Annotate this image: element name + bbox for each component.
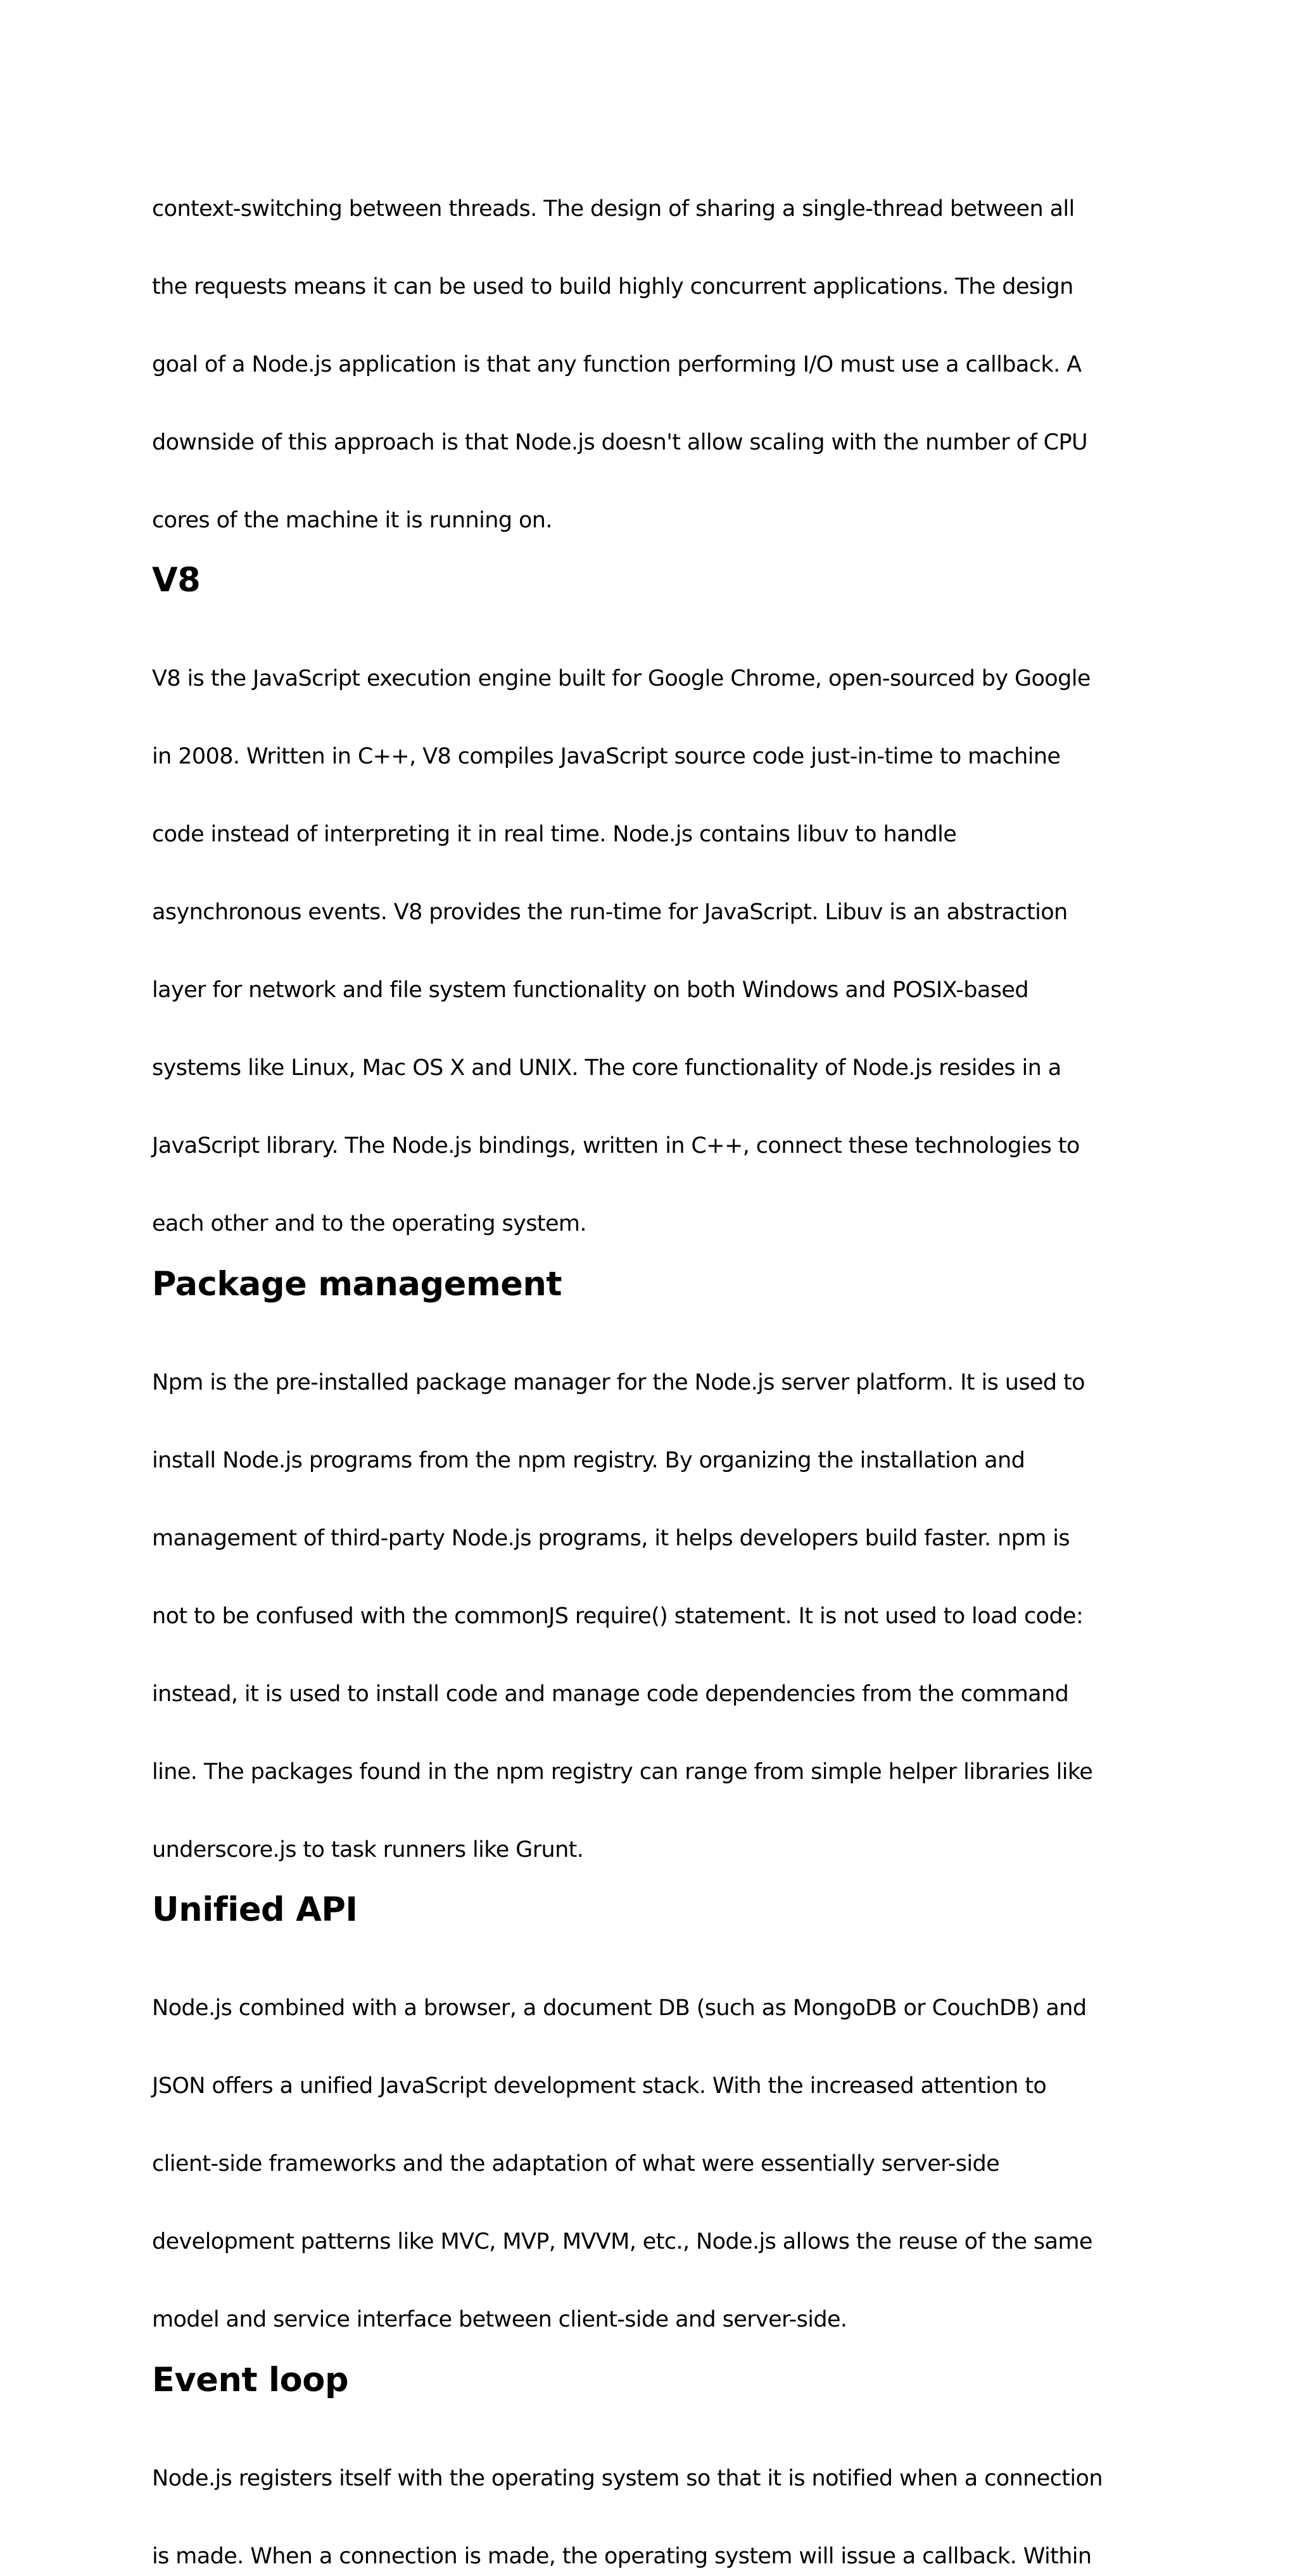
- text-line: context-switching between threads. The design of sharing a single-thread between all: [152, 196, 1075, 222]
- text-line: client-side frameworks and the adaptation of what were essentially server-side: [152, 2151, 1000, 2177]
- paragraph-package-management: [152, 1324, 1165, 1869]
- heading-unified-api: Unified API: [152, 1890, 358, 1929]
- text-line: is made. When a connection is made, the operating system will issue a callback. Within: [152, 2543, 1092, 2569]
- text-line: code instead of interpreting it in real time. Node.js contains libuv to handle: [152, 822, 957, 847]
- text-line: cores of the machine it is running on.: [152, 507, 552, 533]
- text-line: downside of this approach is that Node.js doesn't allow scaling with the number of CPU: [152, 429, 1087, 455]
- text-line: the requests means it can be used to build highly concurrent applications. The design: [152, 273, 1073, 299]
- document-page: [152, 151, 1165, 2576]
- text-line: asynchronous events. V8 provides the run-time for JavaScript. Libuv is an abstraction: [152, 900, 1068, 925]
- text-line: layer for network and file system functionality on both Windows and POSIX-based: [152, 977, 1028, 1003]
- text-line: instead, it is used to install code and manage code dependencies from the command: [152, 1681, 1069, 1707]
- text-line: V8 is the JavaScript execution engine built for Google Chrome, open-sourced by Google: [152, 666, 1091, 691]
- paragraph-unified-api: [152, 1951, 1165, 2340]
- text-line: each other and to the operating system.: [152, 1211, 586, 1236]
- paragraph-event-loop: [152, 2420, 1165, 2576]
- text-line: systems like Linux, Mac OS X and UNIX. The core functionality of Node.js resides in a: [152, 1055, 1061, 1081]
- paragraph-v8: [152, 621, 1165, 1244]
- text-line: not to be confused with the commonJS require() statement. It is not used to load code:: [152, 1603, 1084, 1629]
- text-line: Node.js registers itself with the operating system so that it is notified when a connection: [152, 2465, 1103, 2491]
- text-line: management of third-party Node.js programs, it helps developers build faster. npm is: [152, 1525, 1070, 1551]
- heading-package-management: Package management: [152, 1264, 562, 1304]
- paragraph-intro: [152, 151, 1165, 540]
- text-line: Node.js combined with a browser, a document DB (such as MongoDB or CouchDB) and: [152, 1995, 1087, 2021]
- text-line: Npm is the pre-installed package manager for the Node.js server platform. It is used to: [152, 1369, 1085, 1395]
- text-line: goal of a Node.js application is that any function performing I/O must use a callback. A: [152, 351, 1082, 377]
- heading-event-loop: Event loop: [152, 2360, 349, 2399]
- text-line: model and service interface between client-side and server-side.: [152, 2307, 847, 2332]
- text-line: underscore.js to task runners like Grunt.: [152, 1837, 584, 1863]
- text-line: line. The packages found in the npm registry can range from simple helper libraries like: [152, 1759, 1093, 1785]
- text-line: JavaScript library. The Node.js bindings, written in C++, connect these technologies to: [152, 1133, 1080, 1159]
- text-line: install Node.js programs from the npm registry. By organizing the installation and: [152, 1447, 1025, 1473]
- text-line: development patterns like MVC, MVP, MVVM, etc., Node.js allows the reuse of the same: [152, 2229, 1092, 2254]
- text-line: JSON offers a unified JavaScript development stack. With the increased attention to: [152, 2073, 1047, 2099]
- text-line: in 2008. Written in C++, V8 compiles JavaScript source code just-in-time to machine: [152, 744, 1061, 769]
- heading-v8: V8: [152, 561, 201, 600]
